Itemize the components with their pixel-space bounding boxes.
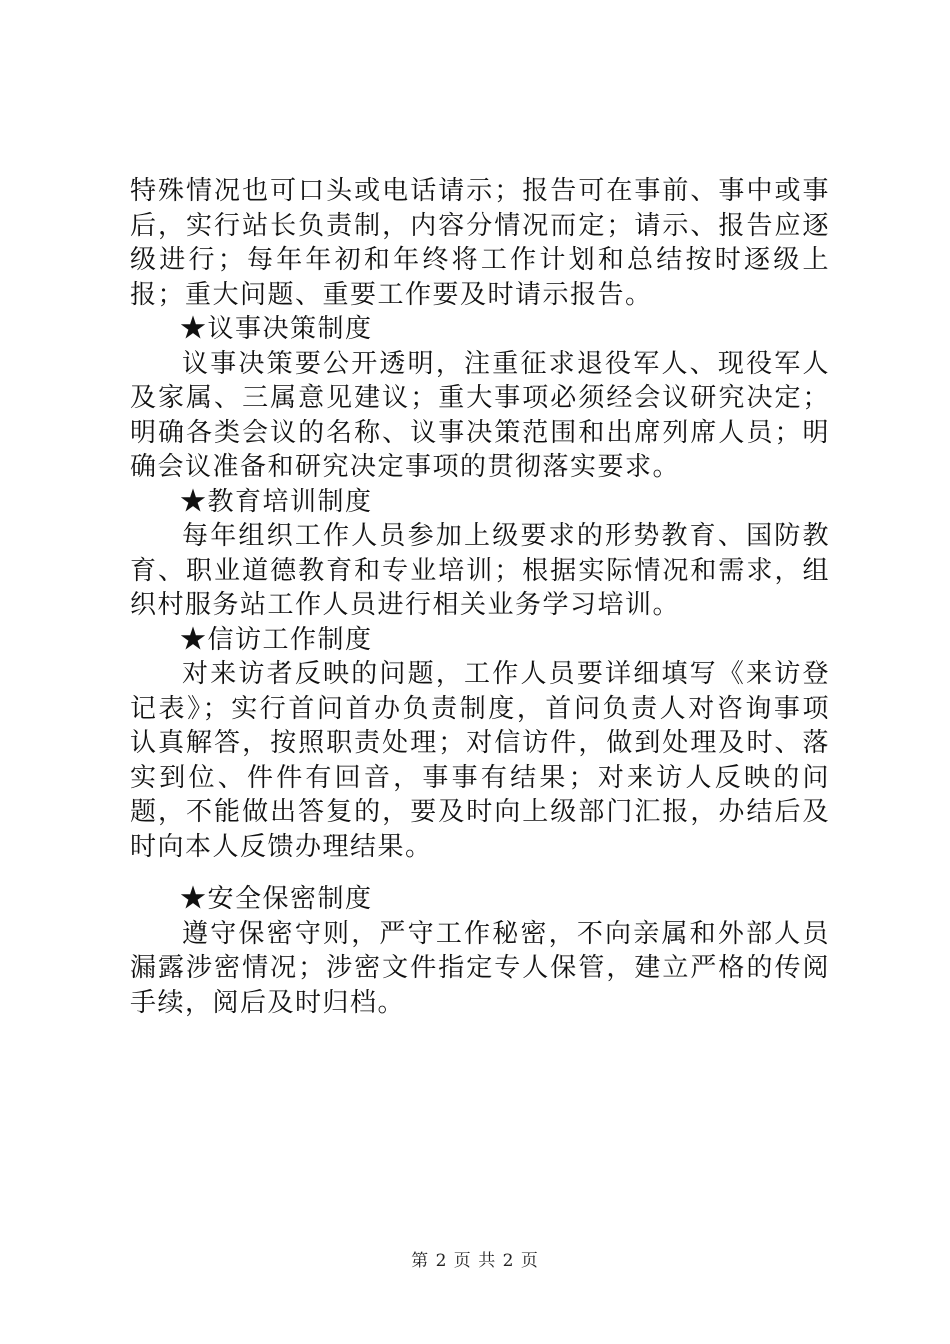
- page-number-footer: 第 2 页 共 2 页: [411, 1251, 539, 1271]
- section-heading-petition: ★信访工作制度: [180, 624, 373, 655]
- section-body-petition: 对来访者反映的问题，工作人员要详细填写《来访登记表》；实行首问首办负责制度，首问负责人对咨询事项认真解答，按照职责处理；对信访件，做到处理及时、落实到位、件件有回音，事事有结果；对来访人反映的问题，不能做出答复的，要及时向上级部门汇报，办结后及时向本人反馈办理结果。: [130, 659, 830, 862]
- section-body-training: 每年组织工作人员参加上级要求的形势教育、国防教育、职业道德教育和专业培训；根据实际情况和需求，组织村服务站工作人员进行相关业务学习培训。: [130, 521, 830, 620]
- section-heading-training: ★教育培训制度: [180, 486, 373, 517]
- section-heading-security: ★安全保密制度: [180, 884, 373, 914]
- document-body: [130, 174, 830, 1020]
- section-body-security: 遵守保密守则，严守工作秘密，不向亲属和外部人员漏露涉密情况；涉密文件指定专人保管，建立严格的传阅手续，阅后及时归档。: [130, 918, 830, 1018]
- paragraph-intro: 特殊情况也可口头或电话请示；报告可在事前、事中或事后，实行站长负责制，内容分情况而定；请示、报告应逐级进行；每年年初和年终将工作计划和总结按时逐级上报；重大问题、重要工作要及时请示报告。: [130, 176, 830, 310]
- section-heading-decision: ★议事决策制度: [180, 314, 373, 344]
- section-body-decision: 议事决策要公开透明，注重征求退役军人、现役军人及家属、三属意见建议；重大事项必须经会议研究决定；明确各类会议的名称、议事决策范围和出席列席人员；明确会议准备和研究决定事项的贯彻落实要求。: [130, 348, 830, 482]
